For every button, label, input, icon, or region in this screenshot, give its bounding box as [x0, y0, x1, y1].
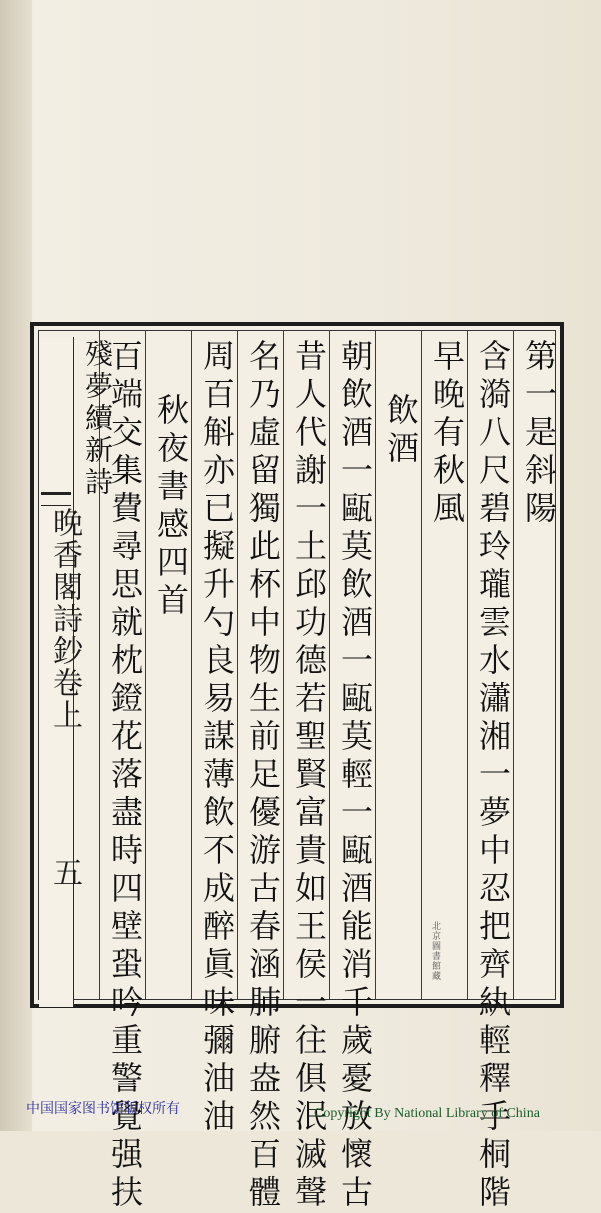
center-title: 晚香閣詩鈔卷上	[47, 507, 82, 731]
text-column: 早晚有秋風	[428, 339, 466, 529]
text-column: 周百斛亦已擬升勺良易謀薄飲不成醉眞味彌油油	[198, 339, 236, 1137]
text-column: 含漪八尺碧玲瓏雲水瀟湘一夢中忍把齊紈輕釋手桐階	[474, 339, 512, 1213]
library-seal: 北京圖書館藏	[430, 921, 440, 981]
footer-copyright-zh: 中国国家图书馆版权所有	[26, 1101, 180, 1117]
center-fold-strip	[39, 337, 82, 1007]
fish-tail-mark	[41, 492, 71, 506]
text-column: 朝飲酒一甌莫飲酒一甌莫輕一甌酒能消千歲憂放懷古	[336, 339, 374, 1213]
previous-leaf-edge	[0, 0, 32, 1131]
text-column: 昔人代謝一土邱功德若聖賢富貴如王侯一往俱泯滅聲	[290, 339, 328, 1213]
folio-number: 五	[47, 857, 82, 887]
text-column: 秋夜書感四首	[152, 393, 190, 621]
text-column: 名乃虛留獨此杯中物生前足優游古春涵肺腑盎然百體	[244, 339, 282, 1213]
text-column: 百端交集費尋思就枕鐙花落盡時四壁蛩吟重警覺强扶	[106, 339, 144, 1213]
text-column: 飲酒	[382, 393, 420, 469]
footer-copyright-en: Copyright By National Library of China	[314, 1106, 540, 1121]
text-column: 第一是斜陽	[520, 339, 558, 529]
text-column: 殘夢續新詩	[81, 339, 114, 499]
